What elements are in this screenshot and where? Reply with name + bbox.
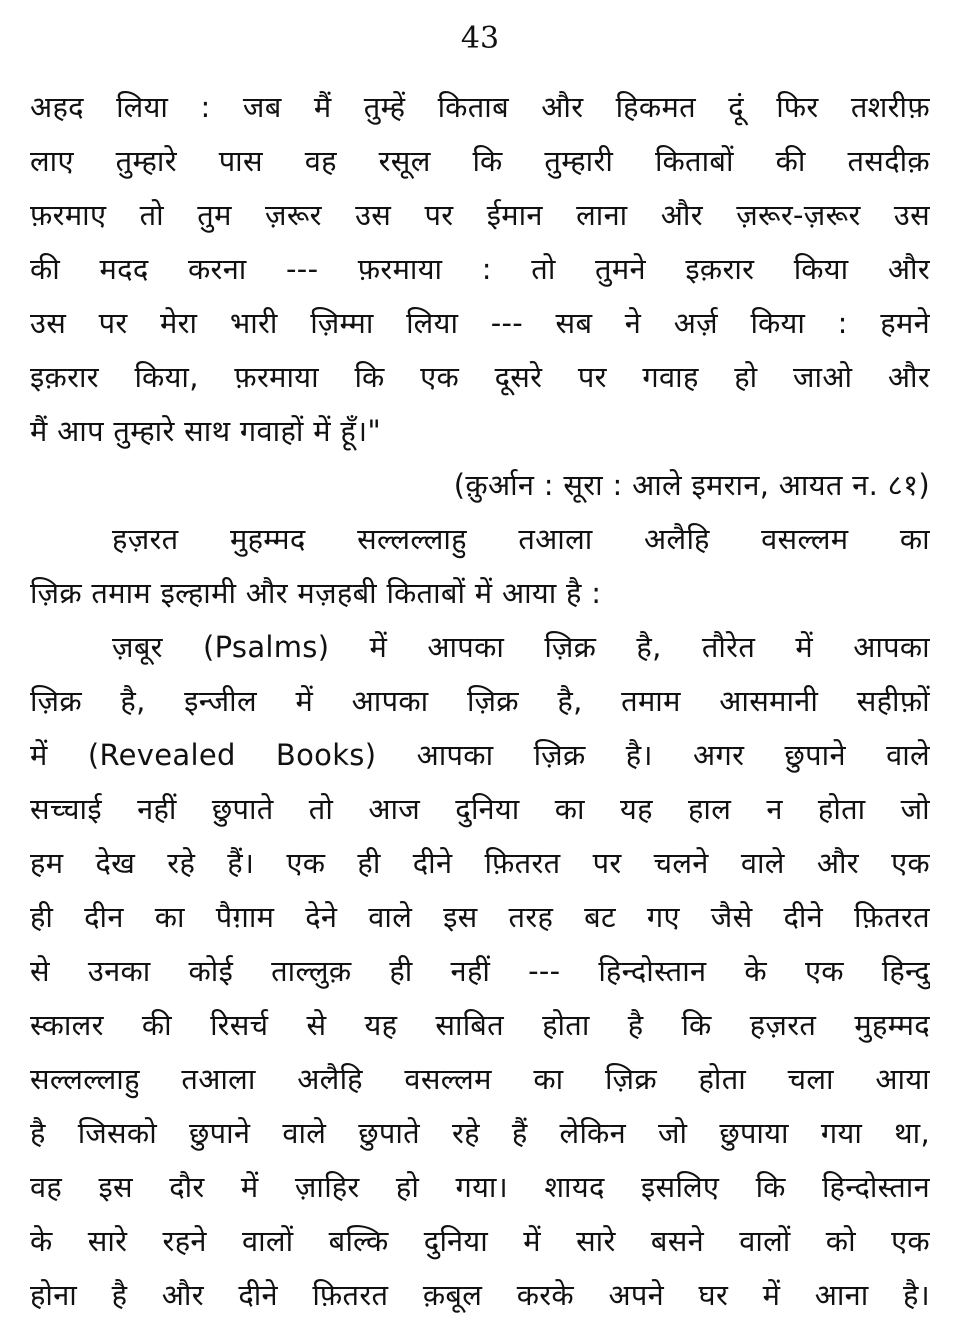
body-text [30,80,930,1322]
text-line: होना है और दीने फ़ितरत क़बूल करके अपने घर में आना है। [30,1278,930,1312]
text-line: स्कालर की रिसर्च से यह साबित होता है कि हज़रत मुहम्मद [30,1008,930,1042]
text-line: से उनका कोई ताल्लुक़ ही नहीं --- हिन्दोस्तान के एक हिन्दु [30,954,930,988]
text-line: हम देख रहे हैं। एक ही दीने फ़ितरत पर चलने वाले और एक [30,846,930,880]
text-line: ज़िक्र है, इन्जील में आपका ज़िक्र है, तमाम आसमानी सहीफ़ों [30,684,930,718]
page-number: 43 [460,21,500,56]
citation-line: (क़ुर्आन : सूरा : आले इमरान, आयत न. ८१) [453,468,930,502]
text-line: मैं आप तुम्हारे साथ गवाहों में हूँ।" [30,414,382,448]
text-line: है जिसको छुपाने वाले छुपाते रहे हैं लेकिन जो छुपाया गया था, [30,1116,930,1150]
text-line: सल्लल्लाहु तआला अलैहि वसल्लम का ज़िक्र होता चला आया [30,1062,930,1096]
text-line: इक़रार किया, फ़रमाया कि एक दूसरे पर गवाह हो जाओ और [30,360,930,394]
text-line: में (Revealed Books) आपका ज़िक्र है। अगर छुपाने वाले [30,738,930,772]
text-line: उस पर मेरा भारी ज़िम्मा लिया --- सब ने अर्ज़ किया : हमने [30,306,930,340]
text-line: के सारे रहने वालों बल्कि दुनिया में सारे बसने वालों को एक [30,1224,930,1258]
text-line: सच्चाई नहीं छुपाते तो आज दुनिया का यह हाल न होता जो [30,792,930,826]
text-line: लाए तुम्हारे पास वह रसूल कि तुम्हारी किताबों की तसदीक़ [30,144,930,178]
text-line: हज़रत मुहम्मद सल्लल्लाहु तआला अलैहि वसल्लम का [112,522,930,556]
text-line: वह इस दौर में ज़ाहिर हो गया। शायद इसलिए कि हिन्दोस्तान [30,1170,930,1204]
text-line: अहद लिया : जब मैं तुम्हें किताब और हिकमत दूं फिर तशरीफ़ [30,90,930,124]
text-line: ज़बूर (Psalms) में आपका ज़िक्र है, तौरेत में आपका [112,630,930,664]
text-line: ज़िक्र तमाम इल्हामी और मज़हबी किताबों में आया है : [30,576,602,610]
text-line: की मदद करना --- फ़रमाया : तो तुमने इक़रार किया और [30,252,930,286]
text-line: फ़रमाए तो तुम ज़रूर उस पर ईमान लाना और ज़रूर-ज़रूर उस [30,198,930,232]
text-line: ही दीन का पैग़ाम देने वाले इस तरह बट गए जैसे दीने फ़ितरत [30,900,930,934]
